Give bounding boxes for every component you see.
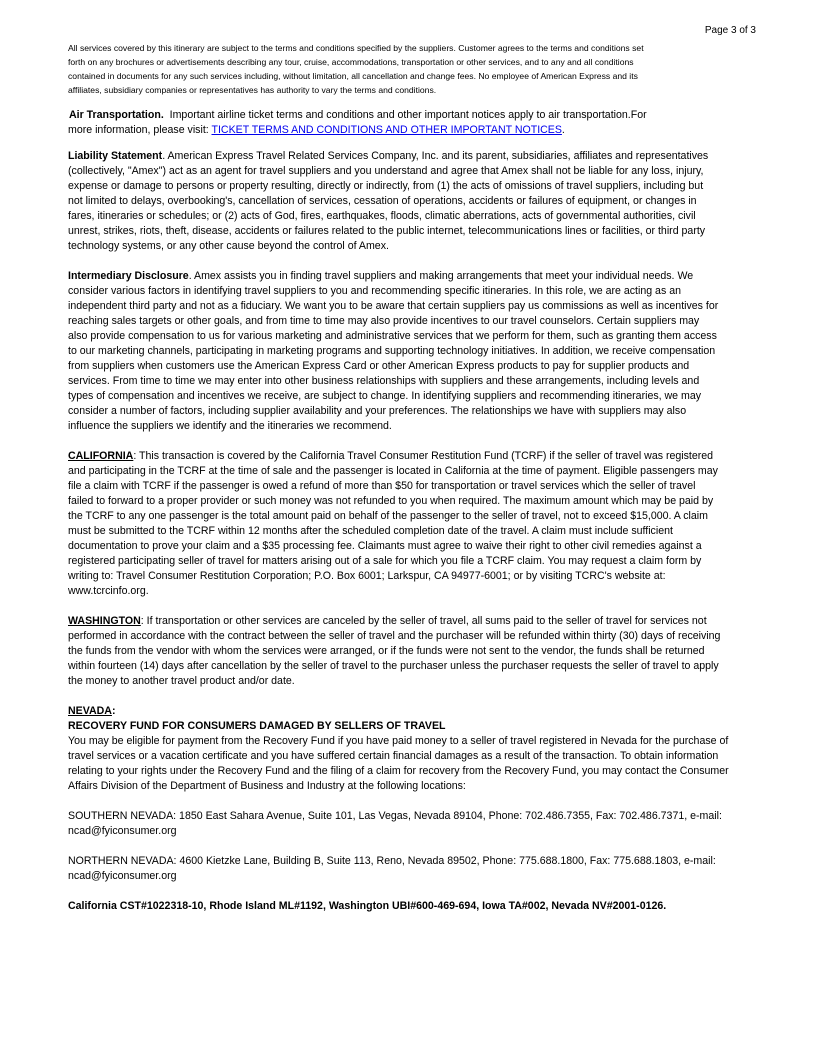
intermediary-line: independent third party and not as a fiduciary. We want you to be aware that certain suppliers pay us commissions as well as incentives for	[68, 300, 719, 312]
air-text-prefix: more information, please visit:	[68, 124, 209, 136]
california-line: registered participating seller of travel for matters arising out of a sale for which you file a TCRF claim. You may request a claim form by	[68, 555, 702, 567]
washington-heading: WASHINGTON	[68, 615, 141, 627]
california-line: must be submitted to the TCRF within 12 months after the scheduled completion date of the travel. A claim must include sufficient	[68, 525, 673, 537]
address-email: ncad@fyiconsumer.org	[68, 870, 177, 882]
southern-nevada-address	[68, 809, 748, 839]
nevada-intro	[68, 704, 748, 794]
document-body	[68, 41, 748, 914]
intermediary-line: to our marketing channels, participating in marketing programs and supporting technology initiatives. In addition, we receive compensation	[68, 345, 716, 357]
northern-nevada-address	[68, 854, 748, 884]
liability-line: not limited to delays, overbooking's, cancellation of services, cessation of operations, accidents or failures of equipment, or changes in	[68, 195, 697, 207]
air-text-suffix: .	[561, 124, 565, 136]
liability-line	[68, 149, 748, 164]
nevada-line: Affairs Division of the Department of Business and Industry at the following locations:	[68, 780, 466, 792]
intermediary-line: influence the suppliers we identify and the itineraries we recommend.	[68, 420, 392, 432]
address-line: SOUTHERN NEVADA: 1850 East Sahara Avenue, Suite 101, Las Vegas, Nevada 89104, Phone: 702.486.7355, Fax: 702.486.7371, e-mail:	[68, 810, 722, 822]
washington-section	[68, 614, 748, 689]
air-line-2	[68, 123, 748, 138]
washington-line: the funds from the vendor with whom the services were arranged, or if the funds were not sent to the vendor, the funds shall be returned	[68, 645, 705, 657]
liability-text: . American Express Travel Related Services Company, Inc. and its parent, subsidiaries, affiliates and representatives	[162, 150, 709, 162]
california-line: and participating in the TCRF at the time of sale and the passenger is located in California at the time of payment. Eligible passengers may	[68, 465, 718, 477]
liability-line: expense or damage to persons or property resulting, directly or indirectly, from (1) the acts of omissions of travel suppliers, including but	[68, 180, 704, 192]
intro-line: contained in documents for any such services including, without limitation, all cancellation and change fees. No employee of American Express and its	[68, 71, 638, 81]
california-line: documentation to prove your claim and a $35 processing fee. Claimants must agree to waive their right to other civil remedies against a	[68, 540, 702, 552]
liability-line: fares, itineraries or schedules; or (2) acts of God, fires, earthquakes, floods, climatic aberrations, acts of governmental authorities, civil	[68, 210, 696, 222]
intermediary-text: . Amex assists you in finding travel suppliers and making arrangements that meet your individual needs. We	[188, 270, 694, 282]
washington-line	[68, 614, 748, 629]
intermediary-disclosure-section	[68, 269, 748, 434]
california-line: writing to: Travel Consumer Restitution Corporation; P.O. Box 6001; Larkspur, CA 94977-6001; or by visiting TCRC's website at:	[68, 570, 666, 582]
washington-line: the money to another travel product and/or date.	[68, 675, 295, 687]
intermediary-line: reaching sales targets or other goals, and from time to time may also provide incentives to our travel counselors. Certain suppliers may	[68, 315, 700, 327]
intermediary-line: services. From time to time we may enter into other business relationships with suppliers and these arrangements, including levels and	[68, 375, 700, 387]
nevada-line: travel services or a vacation certificate and you have suffered certain financial damages as a result of the transaction. To obtain information	[68, 750, 719, 762]
california-line: the TCRF to any one passenger is the total amount paid on behalf of the passenger to the seller of travel, not to exceed $15,000. A claim	[68, 510, 708, 522]
liability-line: unrest, strikes, riots, theft, disease, accidents or failures related to the public internet, telecommunications lines or facilities, or third party	[68, 225, 706, 237]
washington-line: within fourteen (14) days after cancellation by the seller of travel to the purchaser unless the purchaser requests the seller of travel to apply	[68, 660, 719, 672]
liability-statement-section	[68, 149, 748, 254]
intro-line: affiliates, subsidiary companies or representatives has authority to vary the terms and conditions.	[68, 85, 437, 95]
intermediary-heading: Intermediary Disclosure	[68, 270, 189, 282]
intro-line: forth on any brochures or advertisements describing any tour, cruise, accommodations, transportation or other services, and to any and all conditions	[68, 57, 634, 67]
california-heading: CALIFORNIA	[68, 450, 134, 462]
air-heading: Air Transportation.	[69, 109, 164, 121]
address-line: NORTHERN NEVADA: 4600 Kietzke Lane, Building B, Suite 113, Reno, Nevada 89502, Phone: 775.688.1800, Fax: 775.688.1803, e-mail:	[68, 855, 716, 867]
ticket-terms-link[interactable]: TICKET TERMS AND CONDITIONS AND OTHER IMPORTANT NOTICES	[211, 124, 562, 136]
air-text: Important airline ticket terms and conditions and other important notices apply to air transportation.For	[169, 109, 647, 121]
intermediary-line: consider a number of factors, including supplier availability and your preferences. The relationships we have with suppliers may also	[68, 405, 687, 417]
nevada-line: relating to your rights under the Recovery Fund and the filing of a claim for recovery from the Recovery Fund, you may contact the Consumer	[68, 765, 729, 777]
california-section	[68, 449, 748, 599]
registration-numbers: California CST#1022318-10, Rhode Island ML#1192, Washington UBI#600-469-694, Iowa TA#002, Nevada NV#2001-0126.	[68, 900, 667, 912]
washington-line: performed in accordance with the contract between the seller of travel and the purchaser will be refunded within thirty (30) days of receiving	[68, 630, 721, 642]
air-transportation-section	[68, 108, 748, 138]
washington-text: : If transportation or other services are canceled by the seller of travel, all sums paid to the seller of travel for services not	[140, 615, 707, 627]
intermediary-line	[68, 269, 748, 284]
page-number: Page 3 of 3	[704, 25, 756, 36]
liability-line: (collectively, "Amex") act as an agent for travel suppliers and you understand and agree that Amex shall not be liable for any loss, injury,	[68, 165, 704, 177]
air-line-1	[68, 108, 748, 123]
liability-line: technology systems, or any other cause beyond the control of Amex.	[68, 240, 389, 252]
california-line: www.tcrcinfo.org.	[68, 585, 149, 597]
nevada-subheading: RECOVERY FUND FOR CONSUMERS DAMAGED BY SELLERS OF TRAVEL	[68, 720, 446, 732]
intermediary-line: also provide compensation to us for various marketing and administrative services that we perform for them, such as granting them access	[68, 330, 717, 342]
intermediary-line: from suppliers when customers use the American Express Card or other American Express products to pay for supplier products and	[68, 360, 690, 372]
nevada-line: You may be eligible for payment from the Recovery Fund if you have paid money to a seller of travel registered in Nevada for the purchase of	[68, 735, 729, 747]
terms-intro	[68, 41, 748, 97]
nevada-heading-line	[68, 704, 748, 719]
california-line: file a claim with TCRF if the passenger is owed a refund of more than $50 for transportation or travel services which the seller of travel	[68, 480, 696, 492]
intro-line: All services covered by this itinerary are subject to the terms and conditions specified by the suppliers. Customer agrees to the terms and conditions set	[68, 43, 644, 53]
nevada-heading: NEVADA	[68, 705, 112, 717]
intermediary-line: types of compensation and incentives we receive, are subject to change. In identifying suppliers and recommending itineraries, we may	[68, 390, 702, 402]
california-line: failed to forward to a proper provider or such money was not refunded to you when required. The maximum amount which may be paid by	[68, 495, 714, 507]
california-line	[68, 449, 748, 464]
nevada-section	[68, 704, 748, 884]
intermediary-line: consider various factors in identifying travel suppliers to you and recommending specific itineraries. In this role, we are acting as an	[68, 285, 681, 297]
liability-heading: Liability Statement	[68, 150, 163, 162]
nevada-heading-colon: :	[111, 705, 116, 717]
california-text: : This transaction is covered by the California Travel Consumer Restitution Fund (TCRF) if the seller of travel was registered	[133, 450, 714, 462]
address-email: ncad@fyiconsumer.org	[68, 825, 177, 837]
